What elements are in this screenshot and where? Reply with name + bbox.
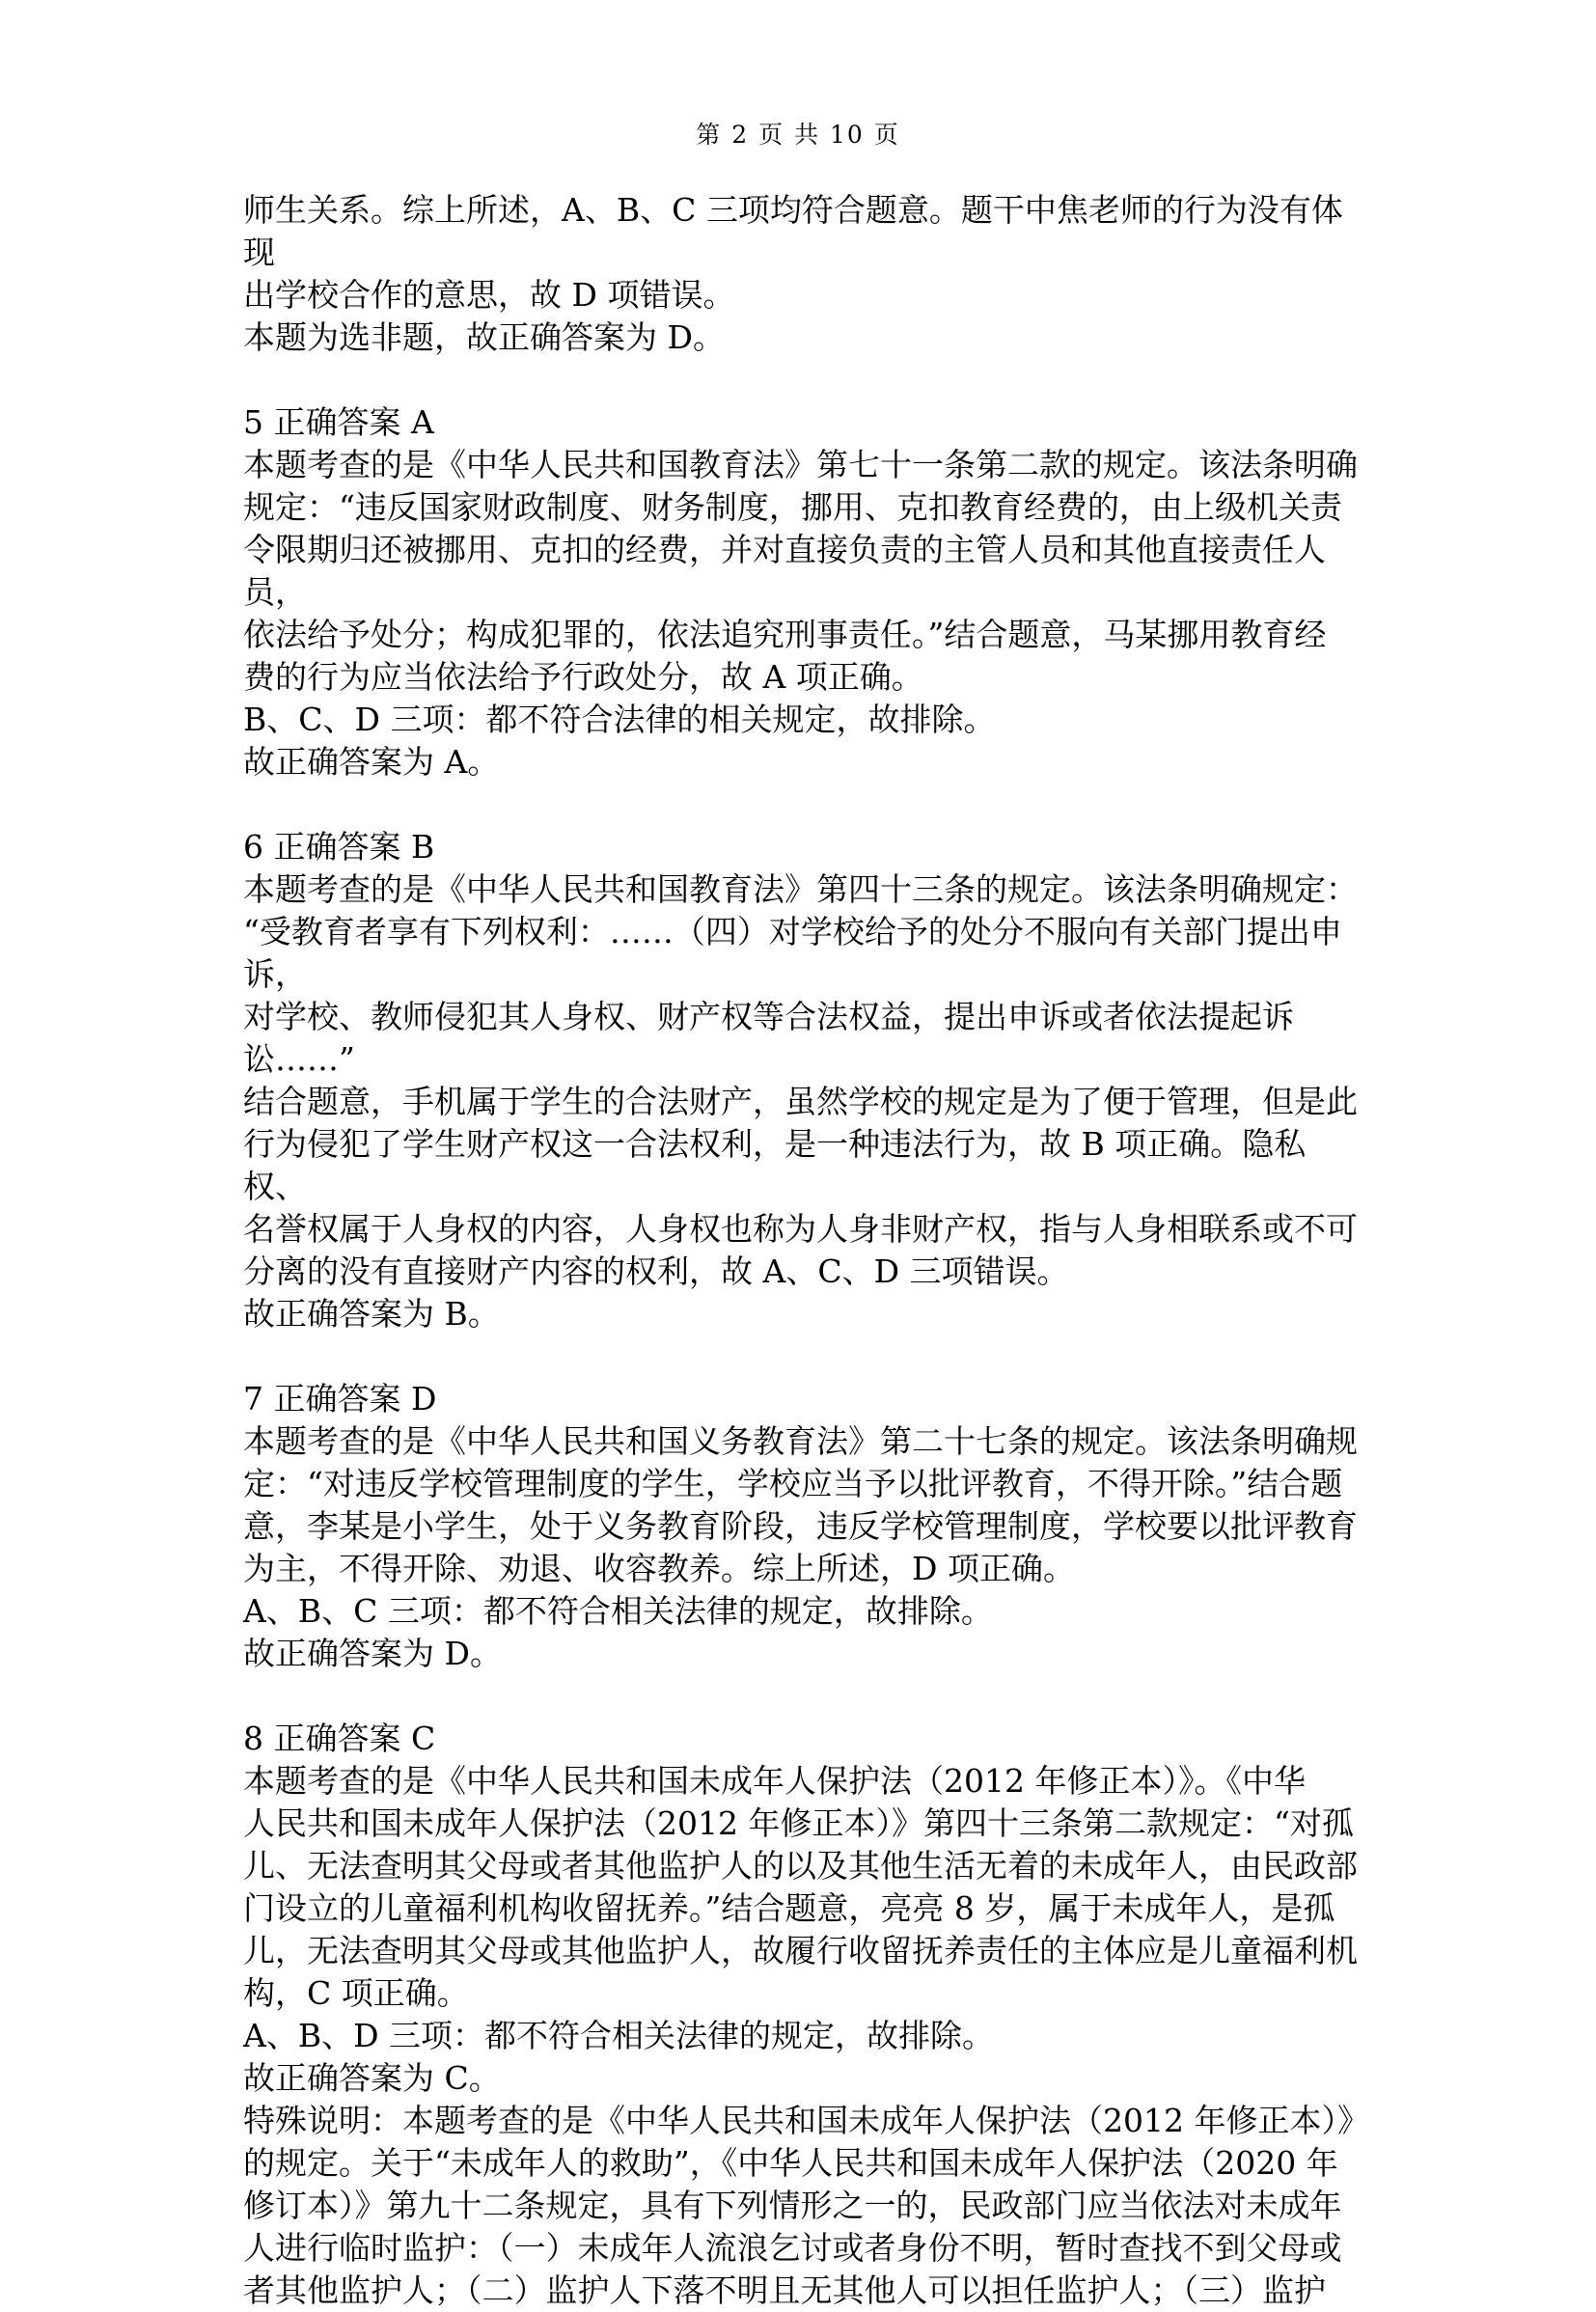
text-line: 师生关系。综上所述，A、B、C 三项均符合题意。题干中焦老师的行为没有体现	[243, 191, 1343, 271]
text-line: 为主，不得开除、劝退、收容教养。综上所述，D 项正确。	[243, 1550, 1075, 1587]
document-body	[243, 189, 1369, 2312]
text-line: 出学校合作的意思，故 D 项错误。	[243, 276, 735, 314]
text-line: 的规定。关于“未成年人的救助”，《中华人民共和国未成年人保护法（2020 年	[243, 2144, 1338, 2182]
text-line: 特殊说明：本题考查的是《中华人民共和国未成年人保护法（2012 年修正本）》	[243, 2102, 1369, 2139]
section-continuation	[243, 189, 1366, 359]
text-line: “受教育者享有下列权利：……（四）对学校给予的处分不服向有关部门提出申诉，	[243, 913, 1342, 993]
section-answer-6	[243, 826, 1366, 1335]
text-line: 儿、无法查明其父母或者其他监护人的以及其他生活无着的未成年人，由民政部	[243, 1847, 1358, 1885]
text-line: 对学校、教师侵犯其人身权、财产权等合法权益，提出申诉或者依法提起诉讼……”	[243, 998, 1294, 1078]
answer-heading: 8 正确答案 C	[243, 1720, 436, 1757]
text-line: 者其他监护人；（二）监护人下落不明且无其他人可以担任监护人；（三）监护	[243, 2271, 1326, 2309]
page-number-header: 第 2 页 共 10 页	[696, 121, 900, 149]
paragraph-gap	[243, 359, 1366, 401]
text-line: 结合题意，手机属于学生的合法财产，虽然学校的规定是为了便于管理，但是此	[243, 1083, 1358, 1120]
text-line: 令限期归还被挪用、克扣的经费，并对直接负责的主管人员和其他直接责任人员，	[243, 531, 1326, 611]
text-line: 意，李某是小学生，处于义务教育阶段，违反学校管理制度，学校要以批评教育	[243, 1507, 1358, 1545]
answer-heading: 6 正确答案 B	[243, 828, 435, 866]
text-line: 故正确答案为 C。	[243, 2059, 501, 2097]
text-line: 门设立的儿童福利机构收留抚养。”结合题意，亮亮 8 岁，属于未成年人，是孤	[243, 1889, 1335, 1927]
text-line: 规定：“违反国家财政制度、财务制度，挪用、克扣教育经费的，由上级机关责	[243, 488, 1342, 526]
text-line: 故正确答案为 B。	[243, 1295, 500, 1333]
text-line: 定：“对违反学校管理制度的学生，学校应当予以批评教育，不得开除。”结合题	[243, 1465, 1343, 1502]
text-line: 费的行为应当依法给予行政处分，故 A 项正确。	[243, 658, 923, 696]
text-line: 构，C 项正确。	[243, 1974, 469, 2012]
text-line: 本题考查的是《中华人民共和国教育法》第四十三条的规定。该法条明确规定：	[243, 870, 1358, 908]
text-line: 故正确答案为 D。	[243, 1635, 502, 1672]
section-answer-7	[243, 1378, 1366, 1675]
text-line: 本题考查的是《中华人民共和国义务教育法》第二十七条的规定。该法条明确规	[243, 1422, 1358, 1460]
answer-heading: 7 正确答案 D	[243, 1380, 437, 1417]
text-line: 分离的没有直接财产内容的权利，故 A、C、D 三项错误。	[243, 1252, 1069, 1290]
text-line: 故正确答案为 A。	[243, 743, 500, 781]
answer-heading: 5 正确答案 A	[243, 403, 434, 441]
text-line: 行为侵犯了学生财产权这一合法权利，是一种违法行为，故 B 项正确。隐私权、	[243, 1125, 1307, 1205]
text-line: 依法给予处分；构成犯罪的，依法追究刑事责任。”结合题意，马某挪用教育经	[243, 616, 1327, 653]
text-line: 人进行临时监护：（一）未成年人流浪乞讨或者身份不明，暂时查找不到父母或	[243, 2229, 1342, 2267]
text-line: 人民共和国未成年人保护法（2012 年修正本）》第四十三条第二款规定：“对孤	[243, 1804, 1354, 1842]
paragraph-gap	[243, 784, 1366, 826]
text-line: 儿，无法查明其父母或其他监护人，故履行收留抚养责任的主体应是儿童福利机	[243, 1932, 1358, 1969]
text-line: A、B、D 三项：都不符合相关法律的规定，故排除。	[243, 2017, 995, 2054]
text-line: A、B、C 三项：都不符合相关法律的规定，故排除。	[243, 1592, 993, 1630]
section-answer-5	[243, 401, 1366, 784]
text-line: B、C、D 三项：都不符合法律的相关规定，故排除。	[243, 701, 996, 738]
section-answer-8	[243, 1718, 1369, 2312]
paragraph-gap	[243, 1335, 1366, 1378]
text-line: 本题考查的是《中华人民共和国未成年人保护法（2012 年修正本）》。《中华	[243, 1762, 1306, 1800]
text-line: 修订本）》第九十二条规定，具有下列情形之一的，民政部门应当依法对未成年	[243, 2187, 1342, 2224]
text-line: 名誉权属于人身权的内容，人身权也称为人身非财产权，指与人身相联系或不可	[243, 1210, 1358, 1248]
text-line: 本题为选非题，故正确答案为 D。	[243, 318, 725, 356]
text-line: 本题考查的是《中华人民共和国教育法》第七十一条第二款的规定。该法条明确	[243, 446, 1358, 483]
paragraph-gap	[243, 1675, 1366, 1718]
